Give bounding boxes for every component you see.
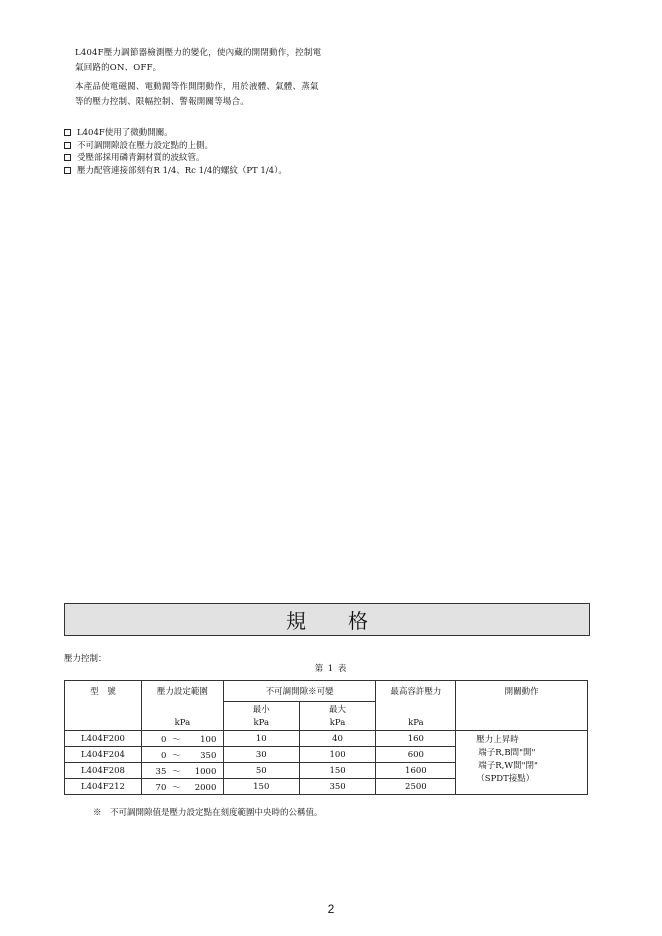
unit-max: kPa (299, 716, 376, 731)
page-number: 2 (327, 902, 335, 916)
feature-list (64, 127, 384, 177)
intro-paragraph-2: 本產品使電磁閥、電動閥等作開閉動作，用於液體、氣體、蒸氣等的壓力控制、限幅控制、警報開關等場合。 (75, 82, 319, 107)
diff-max-cell: 100 (299, 747, 376, 763)
unit-min: kPa (223, 716, 299, 731)
intro-text (75, 46, 325, 114)
heading-char-2: 格 (348, 609, 368, 633)
table-row (65, 731, 588, 747)
diff-min-cell: 50 (223, 763, 299, 779)
header-range: 壓力設定範圍 (141, 681, 223, 702)
diff-min-cell: 150 (223, 779, 299, 795)
action-cell: 壓力上昇時 端子R,B間"開" 端子R,W間"閉" （SPDT接點） (456, 731, 588, 795)
max-pressure-cell: 600 (376, 747, 456, 763)
sub-header-min: 最小 (223, 702, 299, 717)
range-cell: 35 ～ 1000 (141, 763, 223, 779)
unit-range: kPa (141, 716, 223, 731)
diff-max-cell: 350 (299, 779, 376, 795)
section-label: 壓力控制： (64, 654, 107, 664)
table-footnote: ※ 不可調開隙值是壓力設定點在刻度範圍中央時的公稱值。 (93, 808, 323, 818)
table-caption: 第 1 表 (314, 664, 348, 674)
feature-item: 壓力配管連接部刻有R 1/4、Rc 1/4的螺紋（PT 1/4）。 (64, 165, 384, 178)
model-cell: L404F212 (65, 779, 142, 795)
checkbox-bullet-icon (64, 154, 71, 161)
max-pressure-cell: 1600 (376, 763, 456, 779)
diff-min-cell: 10 (223, 731, 299, 747)
header-max-pressure: 最高容許壓力 (376, 681, 456, 702)
specifications-heading (64, 603, 590, 636)
diff-max-cell: 40 (299, 731, 376, 747)
checkbox-bullet-icon (64, 129, 71, 136)
feature-item: 受壓部採用磷青銅材質的波紋管。 (64, 152, 384, 165)
range-cell: 0 ～ 350 (141, 747, 223, 763)
header-model: 型 號 (65, 681, 142, 702)
range-cell: 70 ～ 2000 (141, 779, 223, 795)
checkbox-bullet-icon (64, 142, 71, 149)
diff-min-cell: 30 (223, 747, 299, 763)
max-pressure-cell: 2500 (376, 779, 456, 795)
unit-max-pressure: kPa (376, 716, 456, 731)
range-cell: 0 ～ 100 (141, 731, 223, 747)
model-cell: L404F204 (65, 747, 142, 763)
model-cell: L404F208 (65, 763, 142, 779)
checkbox-bullet-icon (64, 167, 71, 174)
feature-item: 不可調開隙設在壓力設定點的上側。 (64, 140, 384, 153)
max-pressure-cell: 160 (376, 731, 456, 747)
header-action: 開關動作 (456, 681, 588, 702)
sub-header-max: 最大 (299, 702, 376, 717)
feature-item: L404F使用了微動開關。 (64, 127, 384, 140)
heading-char-1: 規 (286, 609, 306, 633)
model-cell: L404F200 (65, 731, 142, 747)
intro-paragraph-1: L404F壓力調節器檢測壓力的變化，使內藏的開閉動作，控制電氣回路的ON、OFF。 (75, 48, 322, 73)
header-differential: 不可調開隙※可變 (223, 681, 376, 702)
diff-max-cell: 150 (299, 763, 376, 779)
spec-table (64, 680, 588, 795)
